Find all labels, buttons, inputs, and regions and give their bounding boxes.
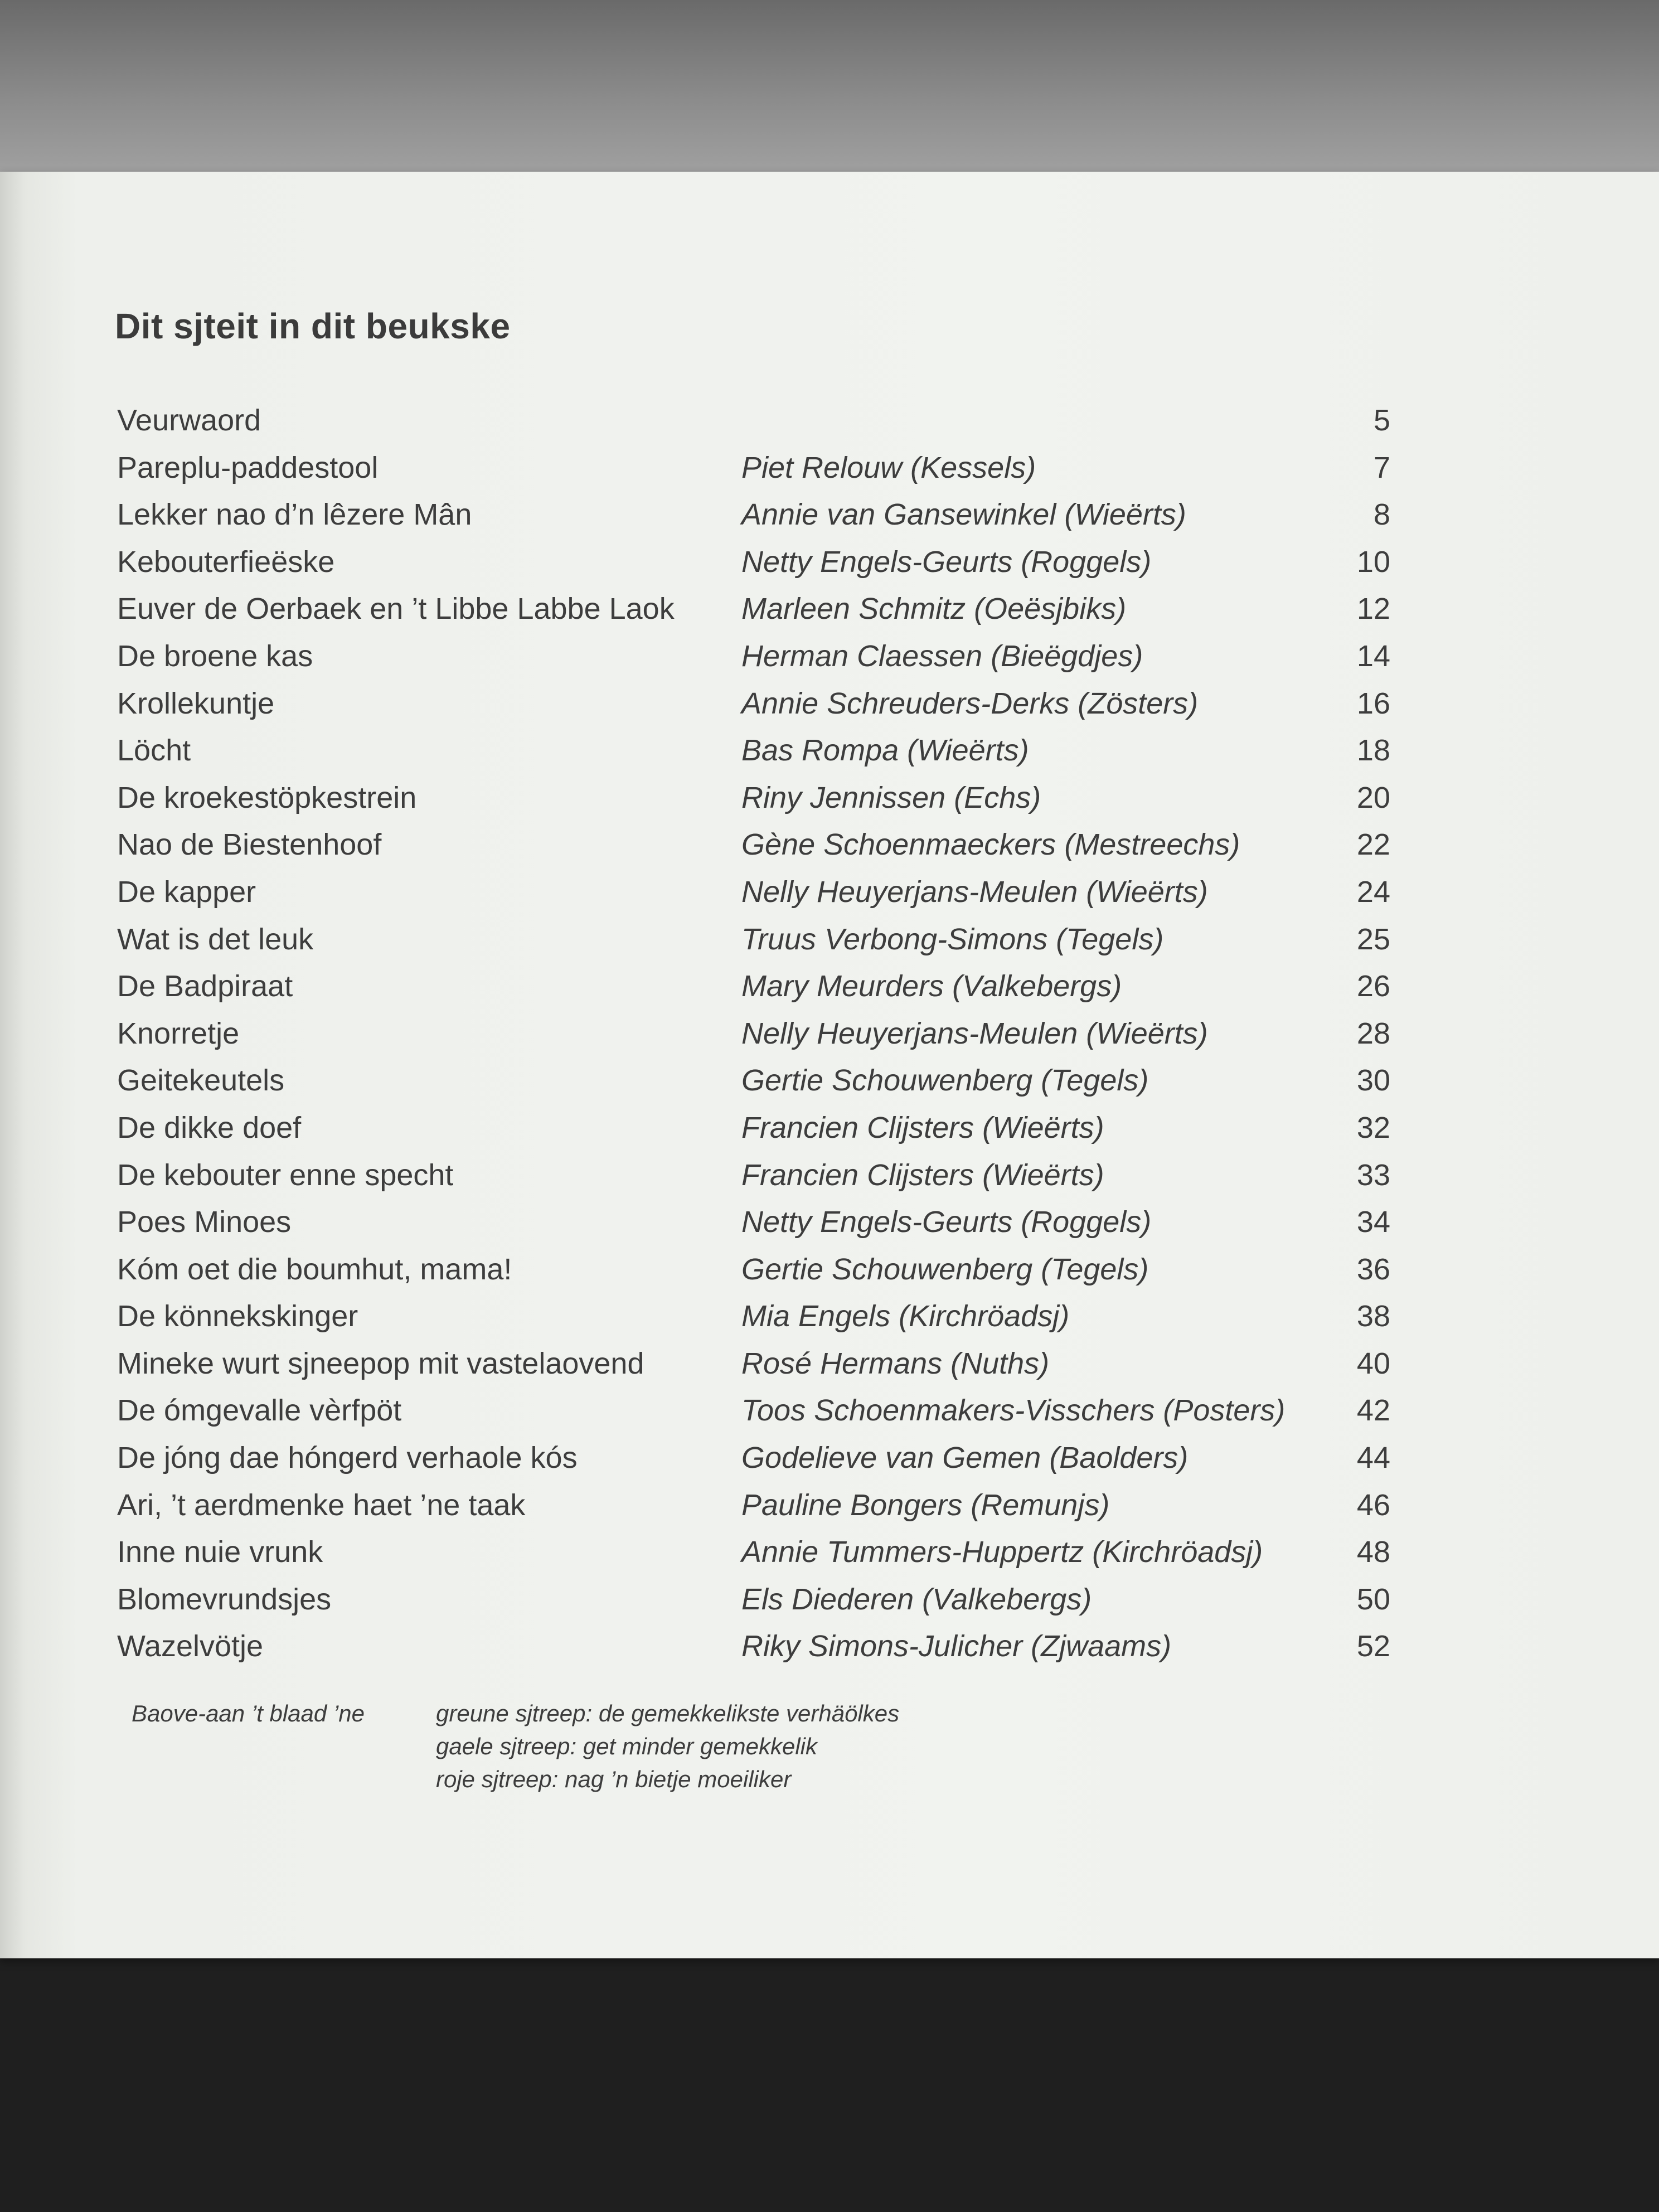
toc-author: Godelieve van Gemen (Baolders) xyxy=(741,1441,1189,1475)
toc-page-number: 25 xyxy=(1356,922,1390,956)
toc-page-number: 38 xyxy=(1356,1299,1390,1333)
toc-author: Mary Meurders (Valkebergs) xyxy=(741,969,1122,1003)
toc-row xyxy=(0,1246,1659,1293)
toc-author: Riky Simons-Julicher (Zjwaams) xyxy=(741,1629,1172,1663)
toc-author: Rosé Hermans (Nuths) xyxy=(741,1346,1050,1380)
toc-page-number: 16 xyxy=(1356,686,1390,720)
toc-row xyxy=(0,869,1659,916)
toc-title: Euver de Oerbaek en ’t Libbe Labbe Laok xyxy=(117,592,675,626)
toc-page-number: 5 xyxy=(1373,404,1390,437)
toc-page-number: 36 xyxy=(1356,1252,1390,1286)
toc-page-number: 18 xyxy=(1356,734,1390,768)
toc-row xyxy=(0,633,1659,680)
toc-row xyxy=(0,491,1659,539)
toc-title: Kóm oet die boumhut, mama! xyxy=(117,1252,512,1286)
toc-author: Els Diederen (Valkebergs) xyxy=(741,1582,1092,1616)
toc-page-number: 30 xyxy=(1356,1064,1390,1098)
toc-author: Francien Clijsters (Wieërts) xyxy=(741,1110,1104,1144)
toc-page-number: 33 xyxy=(1356,1158,1390,1192)
toc-author: Nelly Heuyerjans-Meulen (Wieërts) xyxy=(741,875,1208,909)
toc-row xyxy=(0,680,1659,727)
toc-title: Wat is det leuk xyxy=(117,922,314,956)
toc-author: Gertie Schouwenberg (Tegels) xyxy=(741,1064,1149,1098)
toc-row xyxy=(0,1482,1659,1529)
toc-author: Marleen Schmitz (Oeësjbiks) xyxy=(741,592,1127,626)
legend-line-yellow: gaele sjtreep: get minder gemekkelik xyxy=(436,1733,818,1759)
toc-title: De kroekestöpkestrein xyxy=(117,780,417,814)
toc-row xyxy=(0,727,1659,774)
toc-title: De ómgevalle vèrfpöt xyxy=(117,1394,402,1428)
toc-title: De könnekskinger xyxy=(117,1299,358,1333)
background-top xyxy=(0,0,1659,184)
toc-title: Blomevrundsjes xyxy=(117,1582,332,1616)
toc-title: Inne nuie vrunk xyxy=(117,1535,323,1569)
toc-row xyxy=(0,1387,1659,1434)
toc-author: Netty Engels-Geurts (Roggels) xyxy=(741,1205,1152,1239)
toc-title: De dikke doef xyxy=(117,1110,302,1144)
toc-row xyxy=(0,916,1659,963)
toc-row xyxy=(0,1576,1659,1623)
toc-title: Mineke wurt sjneepop mit vastelaovend xyxy=(117,1346,644,1380)
toc-page-number: 12 xyxy=(1356,592,1390,626)
toc-title: Veurwaord xyxy=(117,404,261,437)
toc-author: Herman Claessen (Bieëgdjes) xyxy=(741,639,1143,673)
toc-row xyxy=(0,1057,1659,1104)
toc-row xyxy=(0,774,1659,822)
toc-title: Poes Minoes xyxy=(117,1205,292,1239)
toc-author: Riny Jennissen (Echs) xyxy=(741,780,1041,814)
toc-title: Pareplu-paddestool xyxy=(117,450,379,484)
toc-title: De broene kas xyxy=(117,639,313,673)
toc-title: Ari, ’t aerdmenke haet ’ne taak xyxy=(117,1488,526,1522)
toc-title: Wazelvötje xyxy=(117,1629,264,1663)
toc-author: Piet Relouw (Kessels) xyxy=(741,450,1036,484)
toc-row xyxy=(0,963,1659,1010)
toc-title: De kapper xyxy=(117,875,256,909)
toc-page-number: 42 xyxy=(1356,1394,1390,1428)
toc-title: Geitekeutels xyxy=(117,1064,285,1098)
toc-row xyxy=(0,1623,1659,1670)
toc-page-number: 48 xyxy=(1356,1535,1390,1569)
toc-author: Francien Clijsters (Wieërts) xyxy=(741,1158,1104,1192)
toc-author: Pauline Bongers (Remunjs) xyxy=(741,1488,1110,1522)
toc-page-number: 28 xyxy=(1356,1016,1390,1050)
toc-title: Kebouterfieëske xyxy=(117,545,335,579)
toc-row xyxy=(0,821,1659,869)
toc-title: De kebouter enne specht xyxy=(117,1158,454,1192)
toc-page-number: 34 xyxy=(1356,1205,1390,1239)
toc-author: Annie van Gansewinkel (Wieërts) xyxy=(741,498,1186,532)
toc-page-number: 24 xyxy=(1356,875,1390,909)
page-heading: Dit sjteit in dit beukske xyxy=(115,306,511,346)
legend-prefix: Baove-aan ’t blaad ’ne xyxy=(132,1700,365,1726)
toc-author: Mia Engels (Kirchröadsj) xyxy=(741,1299,1070,1333)
toc-page-number: 10 xyxy=(1356,545,1390,579)
toc-row xyxy=(0,1199,1659,1246)
toc-page-number: 14 xyxy=(1356,639,1390,673)
toc-page-number: 26 xyxy=(1356,969,1390,1003)
toc-page-number: 40 xyxy=(1356,1346,1390,1380)
toc-title: Lekker nao d’n lêzere Mân xyxy=(117,498,472,532)
toc-title: Krollekuntje xyxy=(117,686,275,720)
toc-row xyxy=(0,1104,1659,1152)
toc-page-number: 7 xyxy=(1373,450,1390,484)
toc-page-number: 20 xyxy=(1356,780,1390,814)
toc-row xyxy=(0,444,1659,492)
toc-row xyxy=(0,1010,1659,1058)
toc-author: Annie Tummers-Huppertz (Kirchröadsj) xyxy=(741,1535,1263,1569)
toc-title: De Badpiraat xyxy=(117,969,293,1003)
toc-page-number: 46 xyxy=(1356,1488,1390,1522)
toc-author: Truus Verbong-Simons (Tegels) xyxy=(741,922,1164,956)
toc-title: Nao de Biestenhoof xyxy=(117,828,382,862)
legend-line-green: greune sjtreep: de gemekkelikste verhäölkes xyxy=(436,1700,900,1726)
toc-author: Annie Schreuders-Derks (Zösters) xyxy=(741,686,1199,720)
toc-author: Netty Engels-Geurts (Roggels) xyxy=(741,545,1152,579)
toc-title: Löcht xyxy=(117,734,191,768)
toc-page-number: 32 xyxy=(1356,1110,1390,1144)
toc-author: Gertie Schouwenberg (Tegels) xyxy=(741,1252,1149,1286)
toc-page-number: 8 xyxy=(1373,498,1390,532)
table-of-contents xyxy=(0,397,1659,1670)
toc-row xyxy=(0,585,1659,633)
toc-page-number: 50 xyxy=(1356,1582,1390,1616)
toc-row xyxy=(0,1293,1659,1340)
toc-title: Knorretje xyxy=(117,1016,240,1050)
toc-page-number: 22 xyxy=(1356,828,1390,862)
toc-author: Nelly Heuyerjans-Meulen (Wieërts) xyxy=(741,1016,1208,1050)
background-bottom xyxy=(0,1951,1659,2212)
toc-title: De jóng dae hóngerd verhaole kós xyxy=(117,1441,578,1475)
legend-line-red: roje sjtreep: nag ’n bietje moeiliker xyxy=(436,1766,792,1792)
legend-lines xyxy=(436,1697,899,1796)
toc-row xyxy=(0,1529,1659,1576)
toc-author: Bas Rompa (Wieërts) xyxy=(741,734,1029,768)
toc-row xyxy=(0,1340,1659,1388)
toc-row xyxy=(0,539,1659,586)
toc-row xyxy=(0,1434,1659,1482)
toc-author: Gène Schoenmaeckers (Mestreechs) xyxy=(741,828,1240,862)
toc-row xyxy=(0,397,1659,444)
toc-page-number: 52 xyxy=(1356,1629,1390,1663)
toc-row xyxy=(0,1152,1659,1199)
toc-page-number: 44 xyxy=(1356,1441,1390,1475)
toc-author: Toos Schoenmakers-Visschers (Posters) xyxy=(741,1394,1286,1428)
